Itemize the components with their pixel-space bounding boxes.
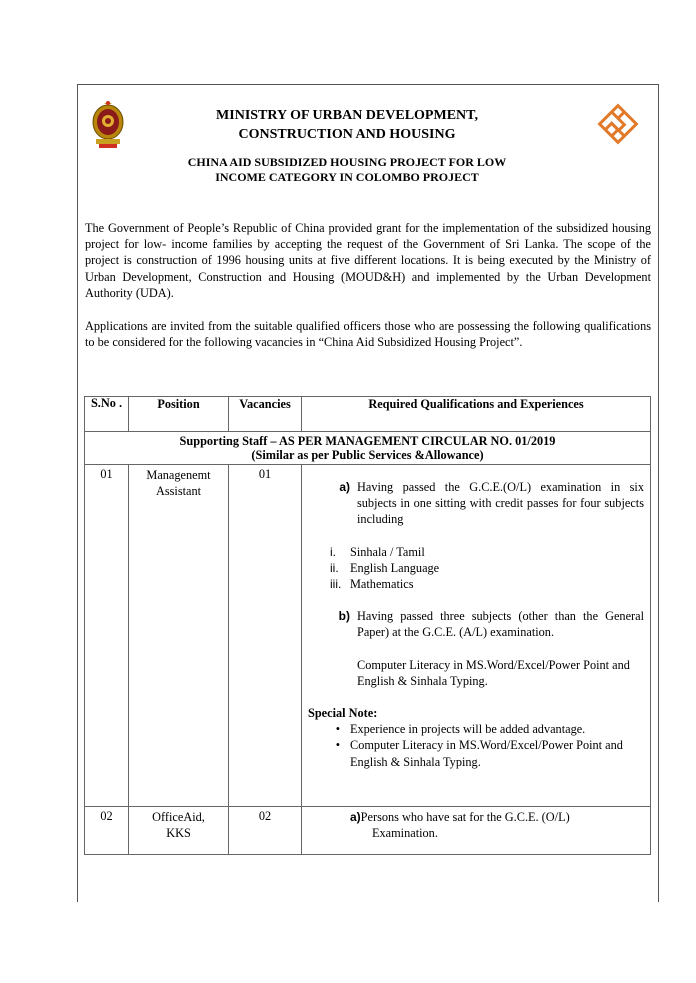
intro-paragraph: The Government of People’s Republic of China provided grant for the implementation of the subsidized housing project for low- income families by accepting the request of the Government of Sri Lanka. The scope of the project is construction of 1996 housing units at five different locations. It is being executed by the Ministry of Urban Development, Construction and Housing (MOUD&H) and implemented by the Urban Development Authority (UDA). <box>85 221 651 300</box>
qualification-a <box>308 479 644 528</box>
header-qualifications: Required Qualifications and Experiences <box>302 397 651 432</box>
qualification-a-text: Having passed the G.C.E.(O/L) examination in six subjects in one sitting with credit passes for four subjects including <box>357 480 644 527</box>
position-line-2: Assistant <box>155 484 202 498</box>
row-sno: 02 <box>85 807 129 855</box>
qualification-a-label: a) <box>339 480 350 494</box>
ministry-title <box>150 106 544 144</box>
special-note-text: Computer Literacy in MS.Word/Excel/Power Point and English & Sinhala Typing. <box>350 738 623 769</box>
qualification-a-label: a) <box>350 810 361 824</box>
table-header-row <box>85 397 651 432</box>
row-qualifications <box>302 807 651 855</box>
subject-item <box>308 560 644 576</box>
qualification-b <box>308 608 644 640</box>
subject-text: Mathematics <box>350 577 414 592</box>
subject-item <box>308 576 644 592</box>
computer-literacy-text: Computer Literacy in MS.Word/Excel/Power Point and English & Sinhala Typing. <box>357 657 630 688</box>
ministry-line-1: MINISTRY OF URBAN DEVELOPMENT, <box>216 108 478 123</box>
header-vacancies: Vacancies <box>229 397 302 432</box>
row-vacancies: 01 <box>229 465 302 807</box>
table-row <box>85 465 651 807</box>
computer-literacy <box>308 657 644 689</box>
position-line-1: Managenemt <box>146 468 211 482</box>
row-vacancies: 02 <box>229 807 302 855</box>
subject-number: i. <box>330 544 336 559</box>
project-line-1: CHINA AID SUBSIDIZED HOUSING PROJECT FOR LOW <box>187 155 507 169</box>
subject-text: Sinhala / Tamil <box>350 544 425 559</box>
qualification-b-text: Having passed three subjects (other than the General Paper) at the G.C.E. (A/L) examination. <box>357 609 644 640</box>
row-qualifications <box>302 465 651 807</box>
government-emblem-icon <box>90 100 126 150</box>
qualification-a-line-1: Persons who have sat for the G.C.E. (O/L) <box>360 810 570 824</box>
row-sno: 01 <box>85 465 129 807</box>
section-line-2: (Similar as per Public Services &Allowance) <box>251 448 484 462</box>
qualification-a-line-2: Examination. <box>372 826 438 840</box>
header-position: Position <box>129 397 229 432</box>
qualification-a <box>350 809 650 825</box>
special-note-title: Special Note: <box>308 706 378 721</box>
subject-number: iii. <box>330 577 342 592</box>
subject-number: ii. <box>330 560 339 575</box>
bullet-icon: • <box>335 738 340 753</box>
invitation-paragraph: Applications are invited from the suitable qualified officers those who are possessing the following qualifications to be considered for the following vacancies in “China Aid Subsidized Housing Project”. <box>85 319 651 350</box>
project-title <box>150 155 544 185</box>
project-logo-icon <box>597 103 639 145</box>
vacancy-table <box>84 396 651 855</box>
row-position <box>129 807 229 855</box>
qualification-b-label: b) <box>338 609 350 624</box>
row-position <box>129 465 229 807</box>
table-row <box>85 807 651 855</box>
position-line-2: KKS <box>166 826 191 840</box>
section-heading <box>85 432 651 465</box>
ministry-line-2: CONSTRUCTION AND HOUSING <box>238 127 456 142</box>
project-line-2: INCOME CATEGORY IN COLOMBO PROJECT <box>215 170 479 184</box>
position-line-1: OfficeAid, <box>152 810 205 824</box>
special-note-item <box>308 737 644 769</box>
header-sno: S.No . <box>85 397 129 432</box>
bullet-icon: • <box>335 722 340 737</box>
special-note-item <box>308 721 644 737</box>
subject-text: English Language <box>350 560 440 575</box>
section-row <box>85 432 651 465</box>
special-note-text: Experience in projects will be added advantage. <box>350 722 586 737</box>
section-line-1: Supporting Staff – AS PER MANAGEMENT CIRCULAR NO. 01/2019 <box>179 434 556 448</box>
subject-item <box>308 544 644 560</box>
